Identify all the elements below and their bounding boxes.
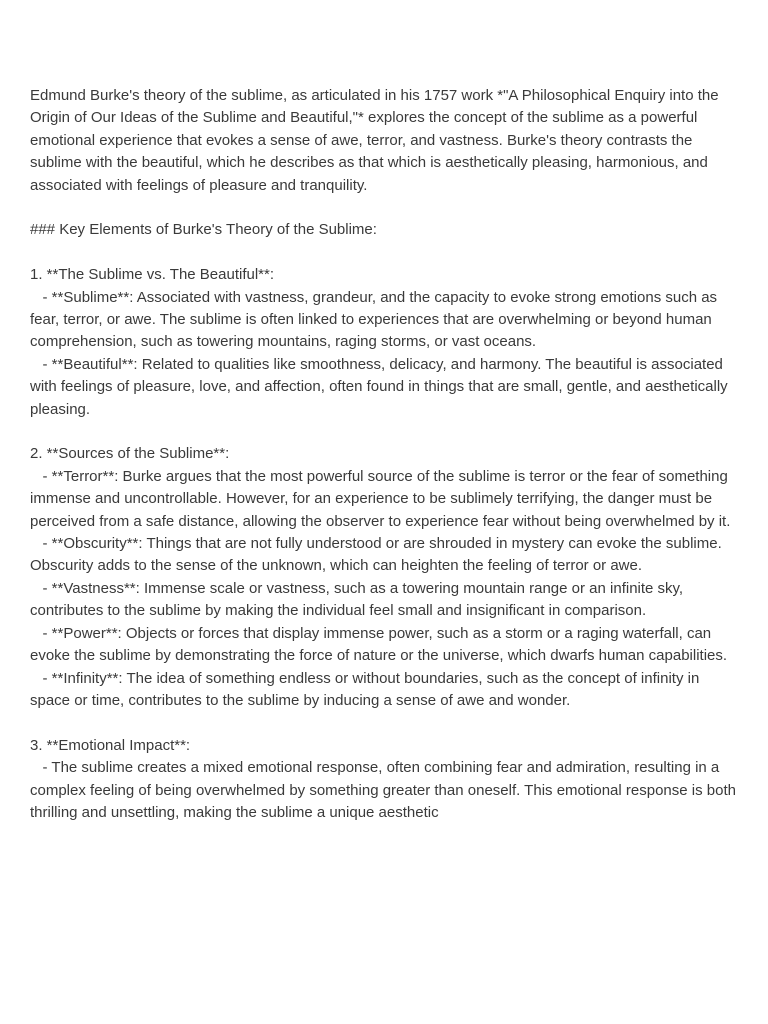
paragraph: - **Infinity**: The idea of something endless or without boundaries, such as the concept of infinity in space or time, contributes to the sublime by inducing a sense of awe and wonder. — [30, 669, 704, 709]
paragraph: - **Sublime**: Associated with vastness, grandeur, and the capacity to evoke strong emotions such as fear, terror, or awe. The sublime is often linked to experiences that are overwhelming or beyond human comprehension, such as towering mountains, raging storms, or vast oceans. — [30, 288, 722, 351]
paragraph: 2. **Sources of the Sublime**: — [30, 445, 230, 463]
paragraph: Edmund Burke's theory of the sublime, as articulated in his 1757 work *"A Philosophical Enquiry into the Origin of Our Ideas of the Sublime and Beautiful,"* explores the concept of the sublime as a powerful emotional experience that evokes a sense of awe, terror, and vastness. Burke's theory contrasts the sublime with the beautiful, which he describes as that which is aesthetically pleasing, harmonious, and associated with feelings of pleasure and tranquility. — [30, 87, 723, 194]
document-body — [30, 85, 742, 824]
paragraph: - **Obscurity**: Things that are not fully understood or are shrouded in mystery can evoke the sublime. Obscurity adds to the sense of the unknown, which can heighten the feeling of terror or awe. — [30, 535, 726, 575]
paragraph: - **Vastness**: Immense scale or vastness, such as a towering mountain range or an infinite sky, contributes to the sublime by making the individual feel small and insignificant in comparison. — [30, 579, 688, 620]
paragraph: ### Key Elements of Burke's Theory of the Sublime: — [30, 221, 377, 239]
paragraph: 3. **Emotional Impact**: — [30, 736, 191, 754]
blank-line — [30, 712, 742, 734]
paragraph: - The sublime creates a mixed emotional response, often combining fear and admiration, resulting in a complex feeling of being overwhelmed by something greater than oneself. This emotional response is both thrilling and unsettling, making the sublime a unique aesthetic — [30, 759, 741, 821]
paragraph: - **Terror**: Burke argues that the most powerful source of the sublime is terror or the fear of something immense and uncontrollable. However, for an experience to be sublimely terrifying, the danger must be perceived from a safe distance, allowing the observer to experience fear without being overwhelmed by it. — [30, 467, 732, 530]
blank-line — [30, 242, 742, 264]
blank-line — [30, 197, 742, 219]
paragraph: - **Power**: Objects or forces that display immense power, such as a storm or a raging waterfall, can evoke the sublime by demonstrating the force of nature or the universe, which dwarfs human capabilities. — [30, 624, 728, 665]
paragraph: 1. **The Sublime vs. The Beautiful**: — [30, 266, 275, 284]
paragraph: - **Beautiful**: Related to qualities like smoothness, delicacy, and harmony. The beautiful is associated with feelings of pleasure, love, and affection, often found in things that are small, gentle, and aesthetically pleasing. — [30, 355, 732, 418]
blank-line — [30, 421, 742, 443]
